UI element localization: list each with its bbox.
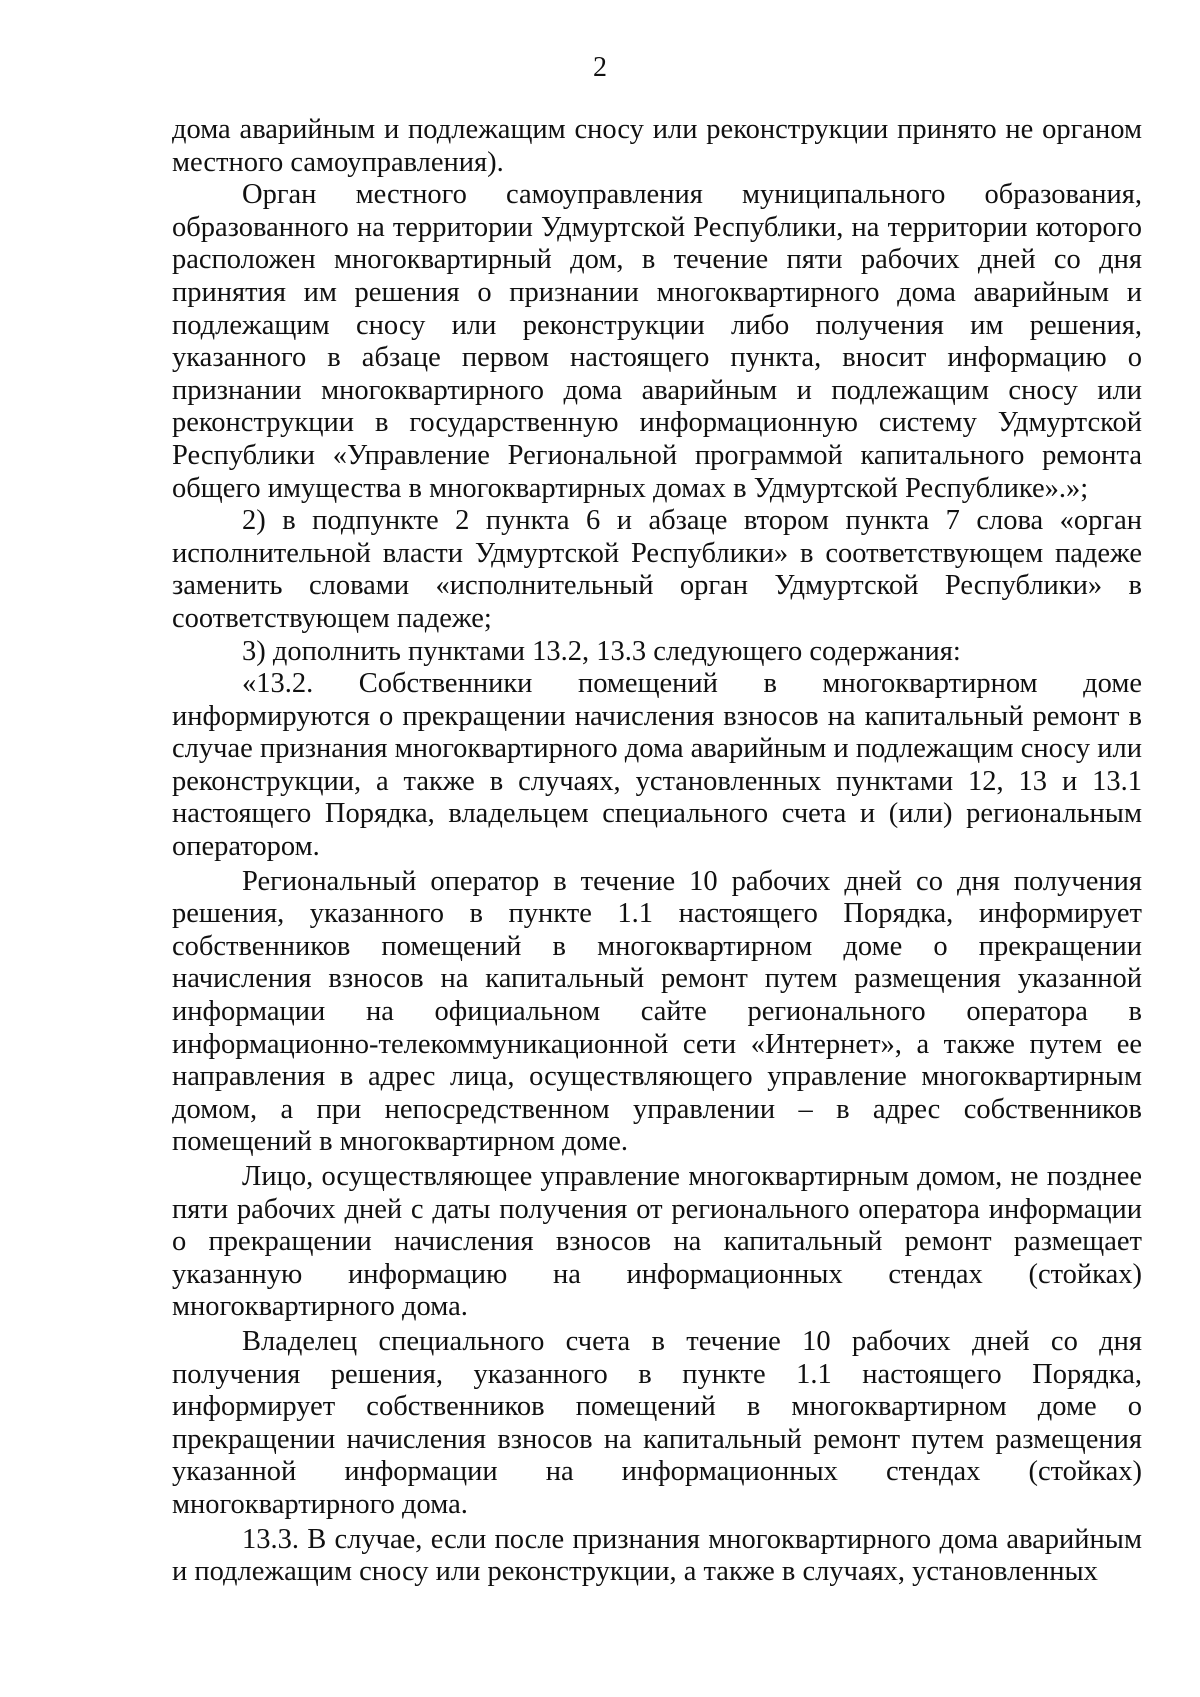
paragraph-amendment-3: 3) дополнить пунктами 13.2, 13.3 следующего содержания: — [242, 635, 961, 667]
document-body — [172, 114, 1142, 1589]
paragraph-item-13-2: «13.2. Собственники помещений в многоквартирном доме информируются о прекращении начисления взносов на капитальный ремонт в случае признания многоквартирного дома аварийным и подлежащим сносу или реконструкции, а также в случаях, установленных пунктами 12, 13 и 13.1 настоящего Порядка, владельцем специального счета и (или) региональным оператором. — [172, 668, 1142, 863]
paragraph-special-account-owner: Владелец специального счета в течение 10 рабочих дней со дня получения решения, указанного в пункте 1.1 настоящего Порядка, информирует собственников помещений в многоквартирном доме о прекращении начисления взносов на капитальный ремонт путем размещения указанной информации на информационных стендах (стойках) многоквартирного дома. — [172, 1325, 1142, 1520]
paragraph-managing-entity: Лицо, осуществляющее управление многоквартирным домом, не позднее пяти рабочих дней с даты получения от регионального оператора информации о прекращении начисления взносов на капитальный ремонт размещает указанную информацию на информационных стендах (стойках) многоквартирного дома. — [172, 1161, 1142, 1323]
page-number: 2 — [593, 52, 607, 83]
paragraph-continuation: дома аварийным и подлежащим сносу или реконструкции принято не органом местного самоуправления). — [172, 114, 1142, 178]
paragraph-amendment-2: 2) в подпункте 2 пункта 6 и абзаце втором пункта 7 слова «орган исполнительной власти Удмуртской Республики» в соответствующем падеже заменить словами «исполнительный орган Удмуртской Республики» в соответствующем падеже; — [172, 505, 1142, 634]
paragraph-regional-operator: Региональный оператор в течение 10 рабочих дней со дня получения решения, указанного в пункте 1.1 настоящего Порядка, информирует собственников помещений в многоквартирном доме о прекращении начисления взносов на капитальный ремонт путем размещения указанной информации на официальном сайте регионального оператора в информационно-телекоммуникационной сети «Интернет», а также путем ее направления в адрес лица, осуществляющего управление многоквартирным домом, а при непосредственном управлении – в адрес собственников помещений в многоквартирном доме. — [172, 865, 1142, 1158]
paragraph-item-13-3: 13.3. В случае, если после признания многоквартирного дома аварийным и подлежащим сносу или реконструкции, а также в случаях, установленных — [172, 1523, 1142, 1588]
paragraph-local-authority: Орган местного самоуправления муниципального образования, образованного на территории Удмуртской Республики, на территории которого расположен многоквартирный дом, в течение пяти рабочих дней со дня принятия им решения о признании многоквартирного дома аварийным и подлежащим сносу или реконструкции либо получения им решения, указанного в абзаце первом настоящего пункта, вносит информацию о признании многоквартирного дома аварийным и подлежащим сносу или реконструкции в государственную информационную систему Удмуртской Республики «Управление Региональной программой капитального ремонта общего имущества в многоквартирных домах в Удмуртской Республике».»; — [172, 179, 1142, 504]
